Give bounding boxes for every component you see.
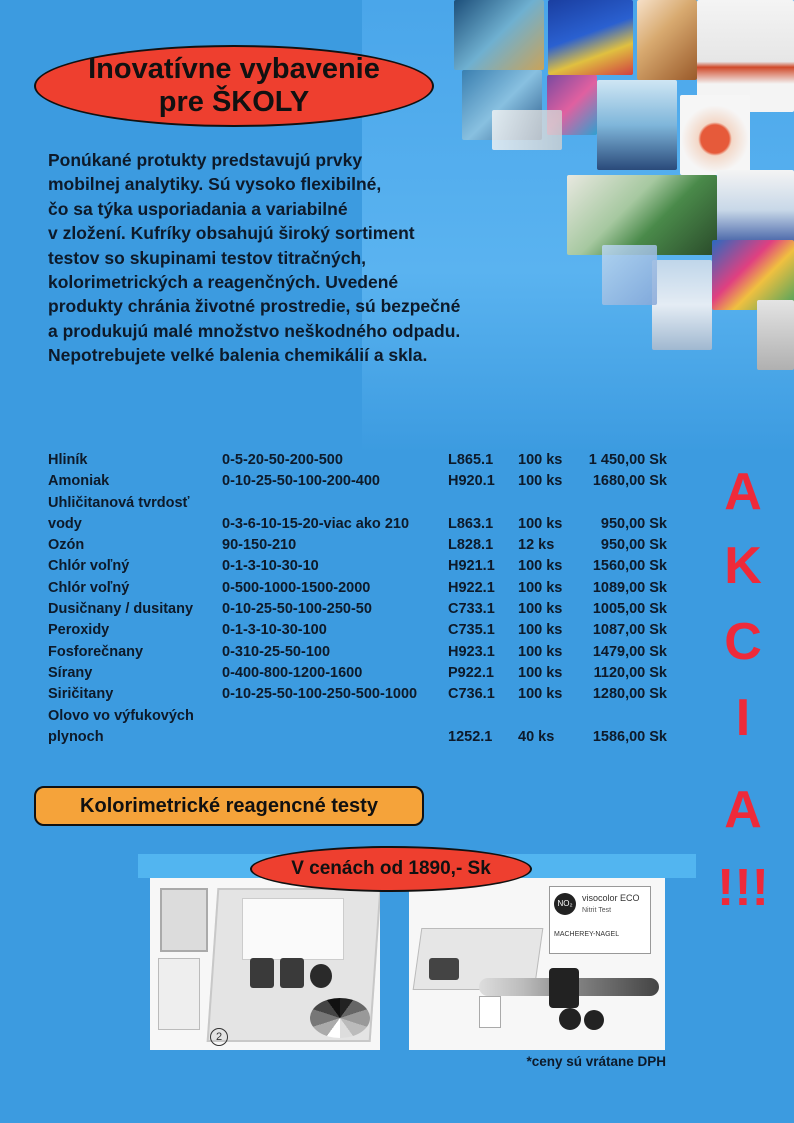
product-price-list <box>48 450 678 748</box>
product-row <box>48 663 678 684</box>
intro-line: čo sa týka usporiadania a variabilné <box>48 198 348 219</box>
intro-line: mobilnej analytiky. Sú vysoko flexibilné, <box>48 174 382 195</box>
product-range: 0-1-3-10-30-100 <box>222 622 327 639</box>
product-range: 90-150-210 <box>222 537 297 554</box>
collage-photo-device <box>717 170 794 250</box>
kit-instructions <box>242 898 344 960</box>
akcia-letter: I <box>735 689 751 747</box>
intro-line: Nepotrebujete velké balenia chemikálií a skla. <box>48 345 428 366</box>
product-price: 1087,00 Sk <box>592 622 667 639</box>
collage-photo-instrument <box>757 300 794 370</box>
product-qty: 100 ks <box>518 686 563 703</box>
intro-line: kolorimetrických a reagenčných. Uvedené <box>48 272 399 293</box>
product-code: C735.1 <box>448 622 495 639</box>
vat-note: *ceny sú vrátane DPH <box>526 1054 666 1069</box>
product-price: 1120,00 Sk <box>593 664 667 681</box>
product-price: 1680,00 Sk <box>592 473 667 490</box>
product-price: 1479,00 Sk <box>592 643 667 660</box>
product-row <box>48 727 678 748</box>
product-row <box>48 599 678 620</box>
product-row <box>48 684 678 705</box>
product-code: C733.1 <box>448 601 495 618</box>
product-qty: 100 ks <box>518 452 563 468</box>
test-box-title: visocolor ECO <box>582 893 640 903</box>
product-qty: 100 ks <box>518 643 563 660</box>
product-code: 1252.1 <box>448 728 493 745</box>
kit-number-badge: 2 <box>210 1028 228 1046</box>
product-row <box>48 493 678 514</box>
test-box-brand: MACHEREY-NAGEL <box>554 931 620 938</box>
intro-paragraph <box>48 148 538 368</box>
product-price: 1280,00 Sk <box>592 686 667 703</box>
akcia-exclamation: !!! <box>717 859 769 917</box>
test-vial <box>549 968 579 1008</box>
product-name: Amoniak <box>48 473 110 490</box>
product-qty: 12 ks <box>518 537 555 554</box>
akcia-letter: K <box>724 537 762 595</box>
product-name: Hliník <box>48 452 88 468</box>
product-name: Uhličitanová tvrdosť <box>48 494 190 511</box>
product-code: H921.1 <box>448 558 495 575</box>
intro-line: testov so skupinami testov titračných, <box>48 247 367 268</box>
collage-photo-tray <box>492 110 562 150</box>
vial-cap <box>559 1008 581 1030</box>
product-range: 0-10-25-50-100-250-50 <box>222 601 372 618</box>
product-name: Siričitany <box>48 686 114 703</box>
kit-color-wheel <box>310 998 370 1038</box>
intro-line: a produkujú malé množstvo neškodného odpadu. <box>48 320 461 341</box>
product-qty: 100 ks <box>518 558 563 575</box>
collage-photo-crystals <box>602 245 657 305</box>
collage-photo-bubbles <box>652 260 712 350</box>
section-label-kolorimetricke: Kolorimetrické reagencné testy <box>34 786 424 826</box>
product-price: 950,00 Sk <box>600 515 667 532</box>
kit-bottle <box>250 958 274 988</box>
product-code: H920.1 <box>448 473 495 490</box>
product-row <box>48 578 678 599</box>
collage-photo-glassware <box>548 0 633 75</box>
collage-photo-lab <box>454 0 544 70</box>
product-code: L865.1 <box>448 452 494 468</box>
product-qty: 100 ks <box>518 664 563 681</box>
product-range: 0-5-20-50-200-500 <box>222 452 343 468</box>
product-code: L828.1 <box>448 537 494 554</box>
kit-sachet <box>160 888 208 952</box>
product-qty: 100 ks <box>518 515 563 532</box>
product-row <box>48 706 678 727</box>
product-name: Chlór voľný <box>48 579 130 596</box>
product-row <box>48 642 678 663</box>
product-name: vody <box>48 515 82 532</box>
kit-cap <box>310 964 332 988</box>
product-code: H922.1 <box>448 579 495 596</box>
no2-logo: NO₂ <box>554 893 576 915</box>
collage-photo-scientist <box>567 175 717 255</box>
product-photo-nitrite-test <box>409 878 665 1050</box>
product-name: Sírany <box>48 664 93 681</box>
product-row <box>48 535 678 556</box>
product-row <box>48 471 678 492</box>
product-row <box>48 620 678 641</box>
product-range: 0-400-800-1200-1600 <box>222 664 363 681</box>
product-range: 0-10-25-50-100-200-400 <box>222 473 380 490</box>
test-bottle <box>429 958 459 980</box>
product-name: Peroxidy <box>48 622 110 639</box>
vial-cap <box>584 1010 604 1030</box>
product-name: Dusičnany / dusitany <box>48 601 194 618</box>
akcia-letter: A <box>724 781 762 839</box>
product-range: 0-310-25-50-100 <box>222 643 331 660</box>
product-price: 1 450,00 Sk <box>588 452 667 468</box>
product-name: plynoch <box>48 728 104 745</box>
product-price: 1005,00 Sk <box>592 601 667 618</box>
product-code: H923.1 <box>448 643 495 660</box>
product-name: Chlór voľný <box>48 558 130 575</box>
kit-bottle <box>280 958 304 988</box>
page-title <box>34 45 434 127</box>
kit-card <box>158 958 200 1030</box>
akcia-letter: C <box>724 613 762 671</box>
reference-card <box>479 996 501 1028</box>
test-box-subtitle: Nitrit Test <box>582 907 612 914</box>
product-photo-kit <box>150 878 380 1050</box>
intro-line: Ponúkané protukty predstavujú prvky <box>48 150 363 170</box>
title-line-2: pre ŠKOLY <box>158 86 310 118</box>
product-name: Olovo vo výfukových <box>48 707 194 724</box>
product-range: 0-500-1000-1500-2000 <box>222 579 371 596</box>
product-price: 1586,00 Sk <box>592 728 667 745</box>
product-range: 0-3-6-10-15-20-viac ako 210 <box>222 515 410 532</box>
product-row <box>48 556 678 577</box>
collage-photo-tubes <box>637 0 697 80</box>
product-code: C736.1 <box>448 686 495 703</box>
intro-line: v zložení. Kufríky obsahujú široký sortiment <box>48 223 415 244</box>
title-line-1: Inovatívne vybavenie <box>88 53 380 85</box>
product-qty: 100 ks <box>518 579 563 596</box>
product-price: 1560,00 Sk <box>592 558 667 575</box>
product-code: L863.1 <box>448 515 494 532</box>
price-badge: V cenách od 1890,- Sk <box>250 846 532 892</box>
product-qty: 40 ks <box>518 728 555 745</box>
product-qty: 100 ks <box>518 473 563 490</box>
product-row <box>48 514 678 535</box>
product-range: 0-1-3-10-30-10 <box>222 558 319 575</box>
product-qty: 100 ks <box>518 601 563 618</box>
product-price: 950,00 Sk <box>600 537 667 554</box>
product-code: P922.1 <box>448 664 494 681</box>
product-qty: 100 ks <box>518 622 563 639</box>
product-name: Fosforečnany <box>48 643 144 660</box>
collage-photo-beaker <box>597 80 677 170</box>
test-box <box>549 886 651 954</box>
product-range: 0-10-25-50-100-250-500-1000 <box>222 686 418 703</box>
collage-photo-petri <box>680 95 750 175</box>
product-row <box>48 450 678 471</box>
product-name: Ozón <box>48 537 85 554</box>
product-price: 1089,00 Sk <box>592 579 667 596</box>
akcia-letter: A <box>724 463 762 521</box>
intro-line: produkty chránia životné prostredie, sú bezpečné <box>48 296 461 317</box>
